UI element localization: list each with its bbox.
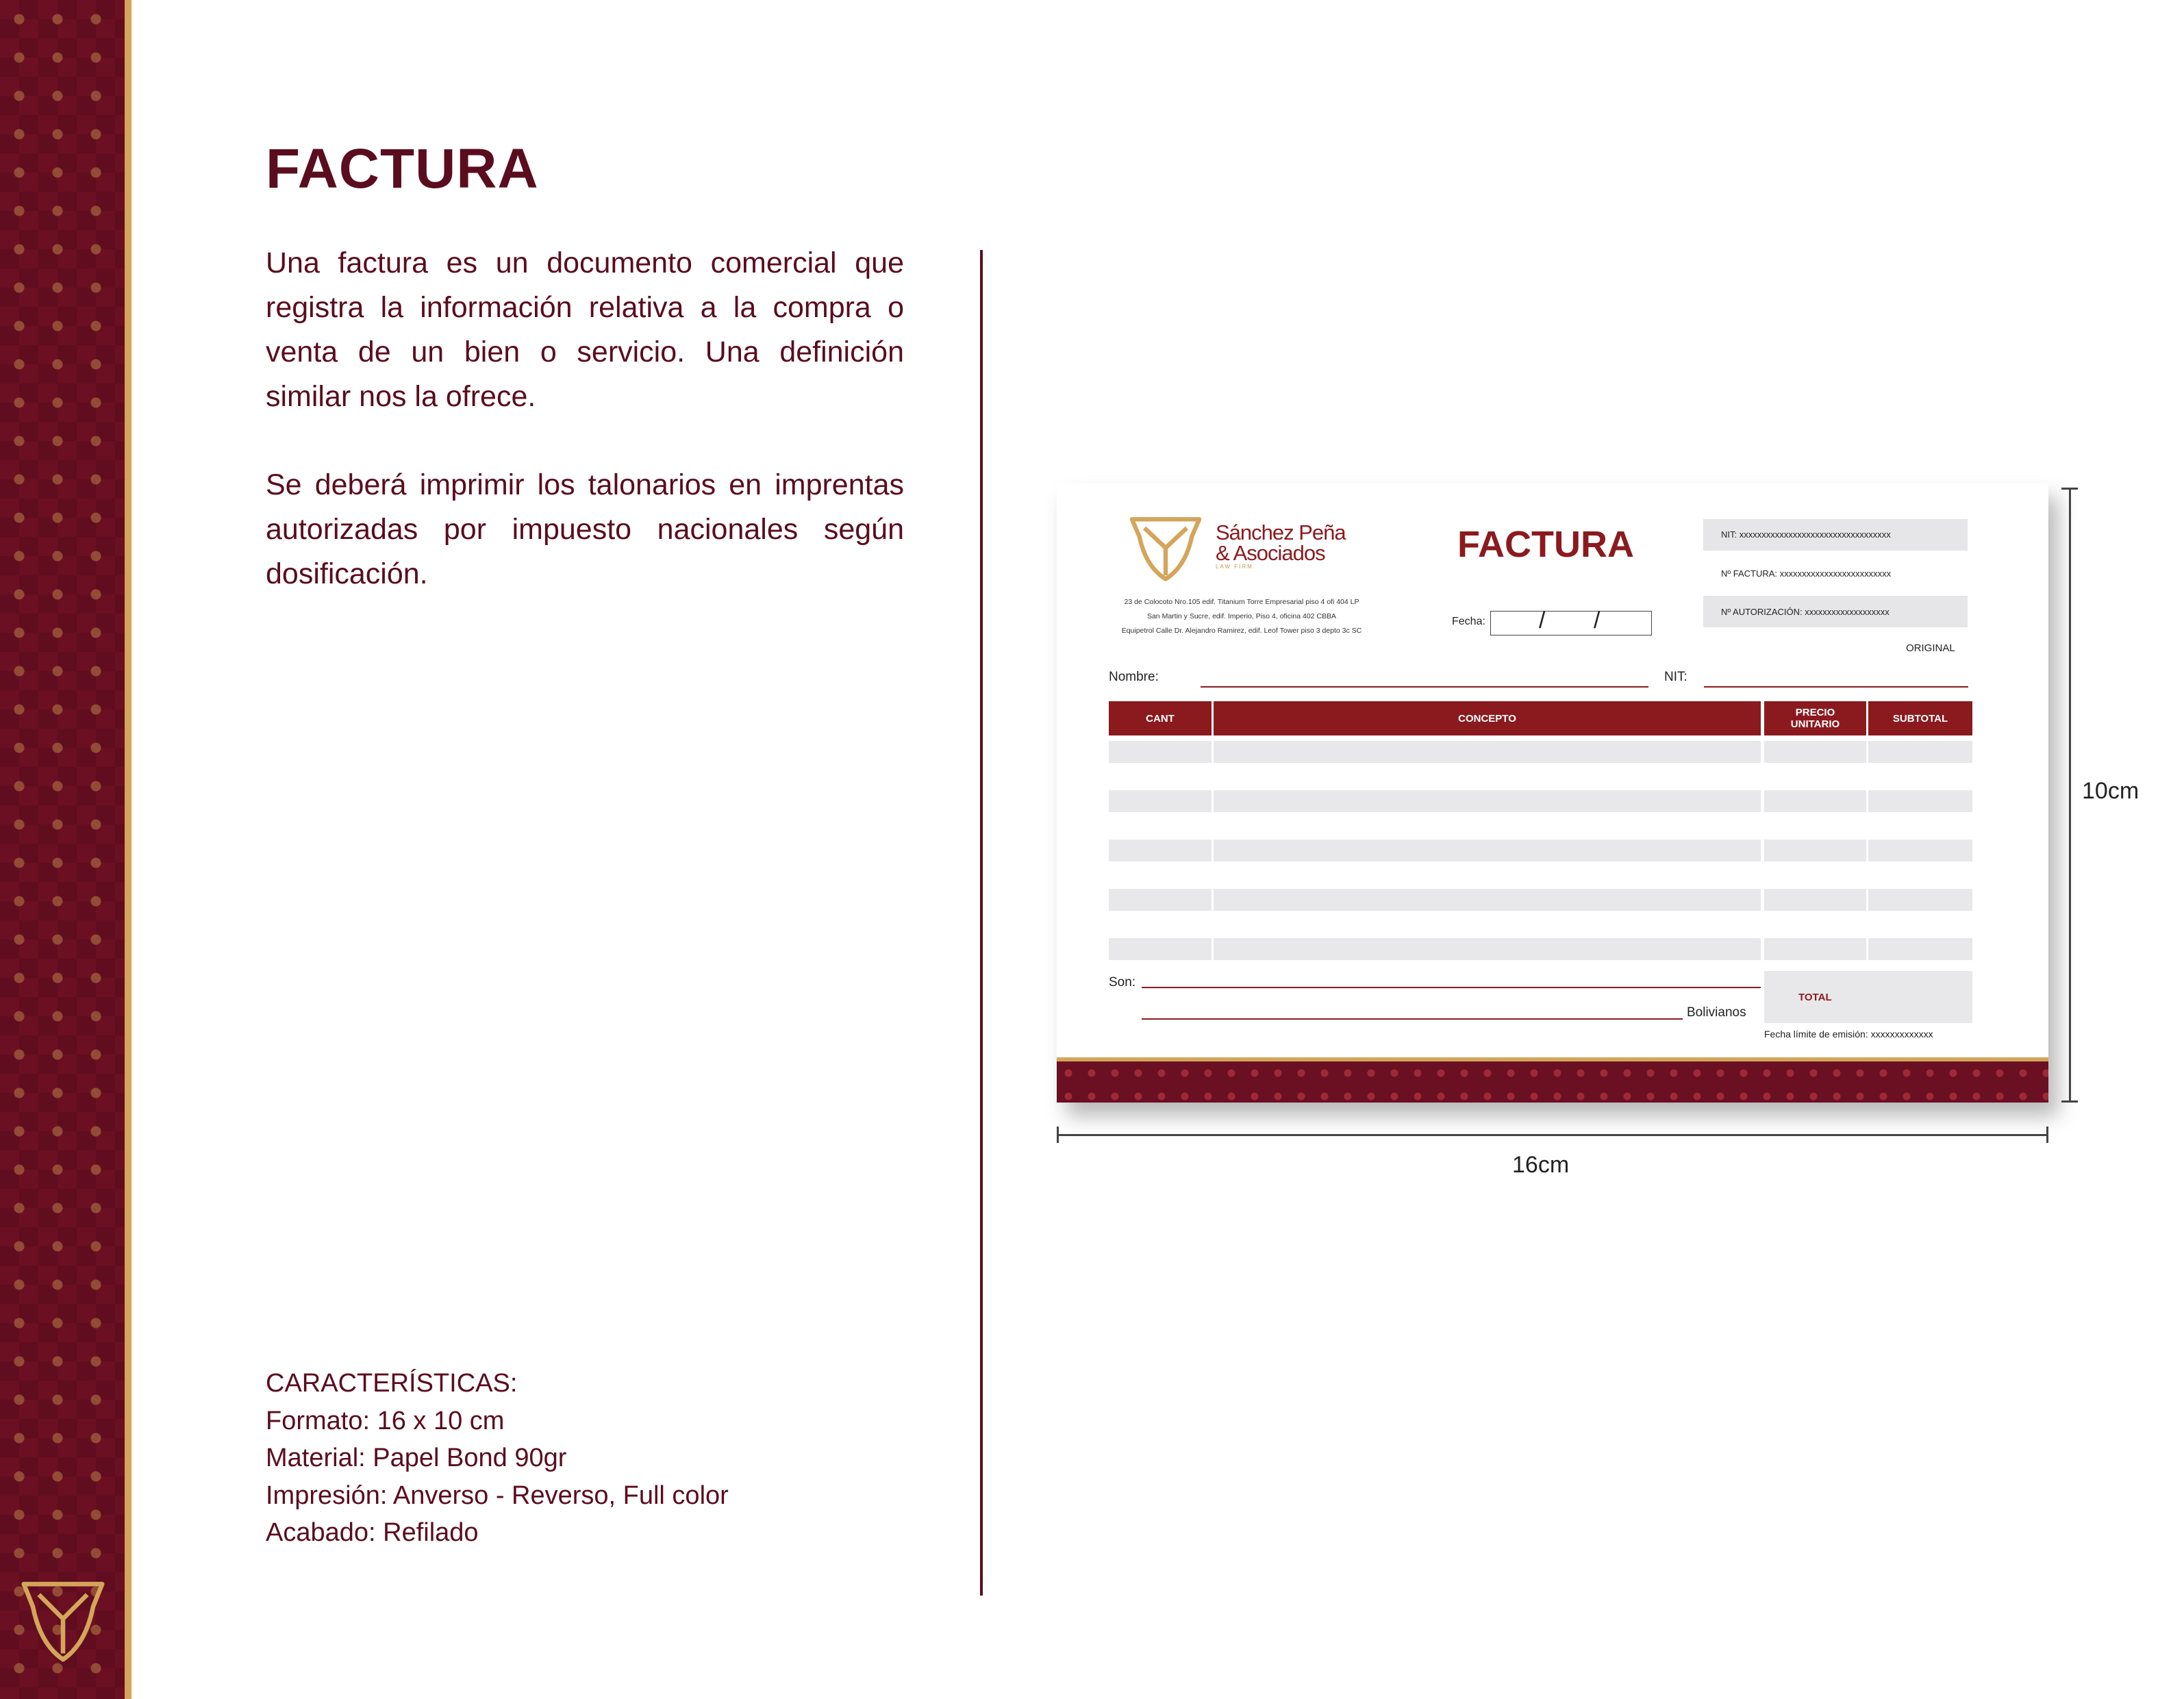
line-item-cell bbox=[1764, 889, 1866, 911]
brand-tagline: LAW FIRM bbox=[1216, 564, 1253, 570]
dimension-tick bbox=[1057, 1127, 1059, 1143]
width-label: 16cm bbox=[1512, 1152, 1570, 1178]
name-line bbox=[1201, 686, 1648, 688]
line-item-cell bbox=[1868, 790, 1972, 812]
characteristic-item: Impresión: Anverso - Reverso, Full color bbox=[266, 1481, 729, 1510]
column-header-subtotal: SUBTOTAL bbox=[1868, 701, 1972, 735]
line-item-cell bbox=[1868, 840, 1972, 861]
invoice-number: Nº FACTURA: xxxxxxxxxxxxxxxxxxxxxxxxx bbox=[1721, 568, 1892, 579]
copy-label: ORIGINAL bbox=[1906, 642, 1955, 654]
brand-logo-icon bbox=[1128, 514, 1203, 583]
height-label: 10cm bbox=[2082, 778, 2139, 804]
nit-line bbox=[1704, 686, 1968, 688]
characteristic-item: Formato: 16 x 10 cm bbox=[266, 1406, 505, 1435]
line-item-cell bbox=[1109, 840, 1212, 861]
gold-border-stripe bbox=[125, 0, 131, 1699]
line-item-cell bbox=[1109, 889, 1212, 911]
column-header-concepto: CONCEPTO bbox=[1214, 701, 1761, 735]
total-box bbox=[1764, 971, 1972, 1023]
line-item-cell bbox=[1214, 790, 1761, 812]
line-item-cell bbox=[1764, 741, 1866, 763]
line-item-cell bbox=[1109, 790, 1212, 812]
line-item-cell bbox=[1764, 790, 1866, 812]
son-label: Son: bbox=[1109, 975, 1136, 990]
brand-name: Sánchez Peña & Asociados bbox=[1216, 520, 1346, 565]
dimension-tick bbox=[2046, 1127, 2048, 1143]
line-item-cell bbox=[1868, 938, 1972, 960]
line-item-cell bbox=[1214, 840, 1761, 861]
page-title: FACTURA bbox=[266, 138, 539, 200]
width-dimension-line bbox=[1057, 1134, 2048, 1136]
amount-words-line bbox=[1142, 987, 1761, 988]
name-label: Nombre: bbox=[1109, 670, 1159, 684]
nit-number: NIT: xxxxxxxxxxxxxxxxxxxxxxxxxxxxxxxxxx bbox=[1721, 529, 1891, 540]
characteristic-item: Material: Papel Bond 90gr bbox=[266, 1444, 567, 1472]
characteristics-heading: CARACTERÍSTICAS: bbox=[266, 1369, 518, 1398]
line-item-cell bbox=[1214, 741, 1761, 763]
invoice-mockup bbox=[1057, 483, 2048, 1103]
characteristics-list bbox=[266, 1365, 729, 1552]
date-label: Fecha: bbox=[1452, 616, 1485, 627]
nit-label: NIT: bbox=[1664, 670, 1687, 684]
characteristic-item: Acabado: Refilado bbox=[266, 1518, 479, 1547]
decorative-side-band bbox=[0, 0, 125, 1699]
line-item-cell bbox=[1109, 741, 1212, 763]
dimension-tick bbox=[2061, 1100, 2078, 1103]
line-item-cell bbox=[1109, 938, 1212, 960]
line-item-cell bbox=[1764, 938, 1866, 960]
address-block: 23 de Colocoto Nro.105 edif. Titanium Torre Empresarial piso 4 ofi 404 LP San Martin y Sucre, edif. Imperio, Piso 4, oficina 402 CBBA Equipetrol Calle Dr. Alejandro Ramirez, edif. Leof Tower piso 3 depto 3c SC bbox=[1121, 598, 1362, 635]
invoice-title: FACTURA bbox=[1457, 524, 1634, 565]
date-field: / / bbox=[1490, 611, 1652, 635]
total-label: TOTAL bbox=[1798, 992, 1832, 1003]
line-item-cell bbox=[1764, 840, 1866, 861]
line-item-cell bbox=[1214, 889, 1761, 911]
column-divider bbox=[980, 250, 983, 1596]
emission-limit-date: Fecha límite de emisión: xxxxxxxxxxxxx bbox=[1764, 1029, 1933, 1040]
invoice-footer-band bbox=[1057, 1057, 2048, 1103]
column-header-precio-unitario: PRECIO UNITARIO bbox=[1764, 701, 1866, 735]
currency-label: Bolivianos bbox=[1687, 1005, 1746, 1020]
authorization-number: Nº AUTORIZACIÓN: xxxxxxxxxxxxxxxxxxx bbox=[1721, 607, 1890, 617]
description-paragraph: Una factura es un documento comercial que registra la información relativa a la compra o venta de un bien o servicio. Una definición similar nos la ofrece. bbox=[266, 247, 904, 413]
printing-note-paragraph: Se deberá imprimir los talonarios en imprentas autorizadas por impuesto nacionales según dosificación. bbox=[266, 468, 904, 590]
line-item-cell bbox=[1868, 741, 1972, 763]
dimension-tick bbox=[2061, 488, 2078, 490]
column-header-cant: CANT bbox=[1109, 701, 1212, 735]
height-dimension-line bbox=[2069, 488, 2071, 1103]
line-item-cell bbox=[1214, 938, 1761, 960]
amount-words-line-2 bbox=[1142, 1018, 1683, 1020]
brand-logo-icon bbox=[18, 1575, 108, 1665]
line-item-cell bbox=[1868, 889, 1972, 911]
